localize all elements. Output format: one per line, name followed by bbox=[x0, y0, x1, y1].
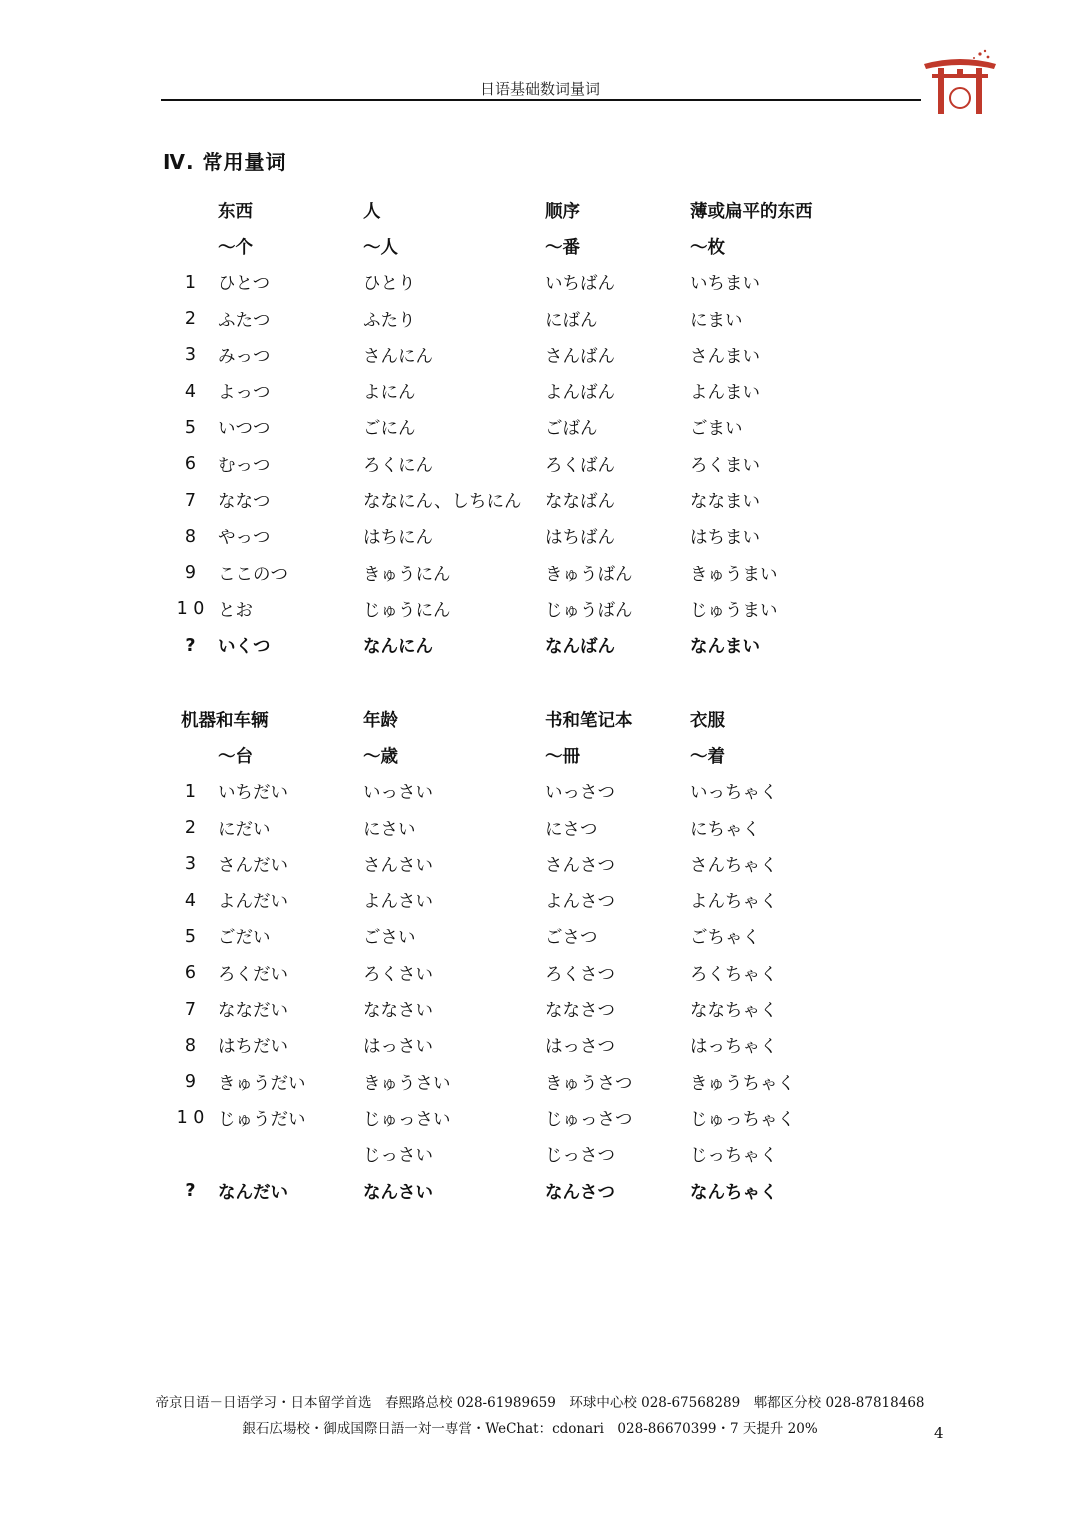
table-row bbox=[163, 555, 890, 591]
reading-cell: さんさい bbox=[363, 855, 433, 876]
reading-cell: はっさい bbox=[363, 1037, 433, 1058]
reading-cell: きゅうばん bbox=[545, 564, 633, 585]
reading-cell: ろくだい bbox=[218, 964, 288, 985]
question-reading: なんばん bbox=[545, 637, 615, 658]
reading-cell: はっさつ bbox=[545, 1037, 615, 1058]
counter-suffix: ～个 bbox=[218, 237, 253, 258]
reading-cell: じゅっちゃく bbox=[690, 1109, 795, 1130]
category-label: 东西 bbox=[218, 201, 253, 222]
row-number: 9 bbox=[184, 1072, 197, 1093]
reading-cell: ろくちゃく bbox=[690, 964, 778, 985]
reading-cell bbox=[218, 1137, 363, 1173]
table-row bbox=[163, 410, 890, 446]
table-row bbox=[163, 1028, 890, 1064]
reading-cell: じっさい bbox=[363, 1146, 433, 1167]
row-number: 5 bbox=[184, 417, 197, 438]
reading-cell: ごちゃく bbox=[690, 928, 760, 949]
reading-cell: ひとり bbox=[363, 274, 416, 295]
reading-cell: はちにん bbox=[363, 528, 433, 549]
category-row bbox=[163, 701, 890, 737]
category-label: 机器和车辆 bbox=[181, 710, 269, 731]
question-reading: いくつ bbox=[218, 637, 271, 658]
row-number: 5 bbox=[184, 926, 197, 947]
reading-cell: いっさつ bbox=[545, 783, 615, 804]
table-row bbox=[163, 774, 890, 810]
reading-cell: はちだい bbox=[218, 1037, 288, 1058]
reading-cell: ろくさつ bbox=[545, 964, 615, 985]
table-row bbox=[163, 265, 890, 301]
row-number: 1 0 bbox=[176, 1108, 205, 1129]
reading-cell: いっさい bbox=[363, 783, 433, 804]
table-row bbox=[163, 1064, 890, 1100]
reading-cell: さんまい bbox=[690, 346, 760, 367]
reading-cell: ごにん bbox=[363, 419, 416, 440]
section-title: Ⅳ. 常用量词 bbox=[163, 150, 287, 174]
table-row bbox=[163, 882, 890, 918]
row-number: 2 bbox=[184, 818, 197, 839]
reading-cell: いちばん bbox=[545, 274, 615, 295]
table-row bbox=[163, 955, 890, 991]
reading-cell: いつつ bbox=[218, 419, 271, 440]
reading-cell: やっつ bbox=[218, 528, 271, 549]
question-reading: なんにん bbox=[363, 637, 433, 658]
category-row bbox=[163, 192, 890, 228]
category-label: 人 bbox=[363, 201, 381, 222]
question-row bbox=[163, 628, 890, 664]
row-number: 2 bbox=[184, 309, 197, 330]
reading-cell: ごさつ bbox=[545, 928, 598, 949]
reading-cell: じっちゃく bbox=[690, 1146, 778, 1167]
reading-cell: さんちゃく bbox=[690, 855, 778, 876]
reading-cell: にさい bbox=[363, 819, 416, 840]
counter-table-2 bbox=[163, 701, 890, 1209]
reading-cell: きゅうにん bbox=[363, 564, 451, 585]
header-divider bbox=[161, 99, 921, 101]
footer-contact-line: 銀石広場校・御成国際日語一対一専営・WeChat：cdonari 028-86670399・7 天提升 20% bbox=[242, 1421, 818, 1437]
reading-cell: ななさい bbox=[363, 1001, 433, 1022]
category-label: 年龄 bbox=[363, 710, 398, 731]
question-reading: なんちゃく bbox=[690, 1182, 778, 1203]
counter-suffix: ～枚 bbox=[690, 237, 725, 258]
reading-cell: よっつ bbox=[218, 383, 271, 404]
counter-suffix: ～冊 bbox=[545, 746, 580, 767]
counter-suffix: ～番 bbox=[545, 237, 580, 258]
row-number: 8 bbox=[184, 526, 197, 547]
reading-cell: きゅうまい bbox=[690, 564, 778, 585]
table-row bbox=[163, 1137, 890, 1173]
table-row bbox=[163, 846, 890, 882]
reading-cell: にさつ bbox=[545, 819, 598, 840]
reading-cell: ふたつ bbox=[218, 310, 271, 331]
row-number: 4 bbox=[184, 381, 197, 402]
row-number: 1 bbox=[184, 781, 197, 802]
reading-cell: ななばん bbox=[545, 492, 615, 513]
reading-cell: ななだい bbox=[218, 1001, 288, 1022]
footer-contact-line: 帝京日语－日语学习・日本留学首选 春熙路总校 028-61989659 环球中心校 028-67568289 郫都区分校 028-87818468 bbox=[155, 1395, 925, 1411]
table-row bbox=[163, 446, 890, 482]
question-reading: なんだい bbox=[218, 1182, 288, 1203]
reading-cell: いちまい bbox=[690, 274, 760, 295]
reading-cell: ろくさい bbox=[363, 964, 433, 985]
table-row bbox=[163, 373, 890, 409]
reading-cell: ななさつ bbox=[545, 1001, 615, 1022]
reading-cell: じっさつ bbox=[545, 1146, 615, 1167]
reading-cell: ななちゃく bbox=[690, 1001, 778, 1022]
row-number: 1 0 bbox=[176, 599, 205, 620]
category-label: 薄或扁平的东西 bbox=[690, 201, 813, 222]
category-label: 衣服 bbox=[690, 710, 725, 731]
question-reading: なんさい bbox=[363, 1182, 433, 1203]
category-label: 顺序 bbox=[545, 201, 580, 222]
reading-cell: よんばん bbox=[545, 383, 615, 404]
counter-suffix: ～歳 bbox=[363, 746, 398, 767]
reading-cell: ここのつ bbox=[218, 564, 288, 585]
reading-cell: じゅうばん bbox=[545, 600, 633, 621]
table-row bbox=[163, 482, 890, 518]
counter-table-1 bbox=[163, 192, 890, 664]
reading-cell: よんさつ bbox=[545, 892, 615, 913]
table-row bbox=[163, 810, 890, 846]
reading-cell: ごまい bbox=[690, 419, 743, 440]
row-number: 8 bbox=[184, 1035, 197, 1056]
suffix-row bbox=[163, 737, 890, 773]
row-number: 6 bbox=[184, 963, 197, 984]
row-number: 7 bbox=[184, 490, 197, 511]
row-number: 4 bbox=[184, 890, 197, 911]
reading-cell: にちゃく bbox=[690, 819, 760, 840]
counter-suffix: ～台 bbox=[218, 746, 253, 767]
reading-cell: ろくばん bbox=[545, 455, 615, 476]
table-row bbox=[163, 1100, 890, 1136]
reading-cell: みっつ bbox=[218, 346, 271, 367]
table-row bbox=[163, 337, 890, 373]
reading-cell: ろくまい bbox=[690, 455, 760, 476]
reading-cell: ふたり bbox=[363, 310, 416, 331]
reading-cell: きゅうちゃく bbox=[690, 1073, 795, 1094]
table-row bbox=[163, 991, 890, 1027]
reading-cell: きゅうさつ bbox=[545, 1073, 633, 1094]
reading-cell: さんさつ bbox=[545, 855, 615, 876]
reading-cell: さんばん bbox=[545, 346, 615, 367]
reading-cell: よんまい bbox=[690, 383, 760, 404]
reading-cell: きゅうさい bbox=[363, 1073, 451, 1094]
reading-cell: じゅうにん bbox=[363, 600, 451, 621]
table-row bbox=[163, 519, 890, 555]
reading-cell: さんにん bbox=[363, 346, 433, 367]
reading-cell: ななまい bbox=[690, 492, 760, 513]
header-title: 日语基础数词量词 bbox=[479, 80, 600, 98]
category-label: 书和笔记本 bbox=[545, 710, 633, 731]
reading-cell: はちばん bbox=[545, 528, 615, 549]
reading-cell: よにん bbox=[363, 383, 416, 404]
reading-cell: ごだい bbox=[218, 928, 271, 949]
reading-cell: とお bbox=[218, 600, 253, 621]
reading-cell: じゅうまい bbox=[690, 600, 778, 621]
reading-cell: じゅっさい bbox=[363, 1109, 451, 1130]
reading-cell: ななつ bbox=[218, 492, 271, 513]
reading-cell: ひとつ bbox=[218, 274, 271, 295]
reading-cell: ななにん、しちにん bbox=[363, 492, 522, 513]
reading-cell: はちまい bbox=[690, 528, 760, 549]
reading-cell: にまい bbox=[690, 310, 743, 331]
reading-cell: じゅうだい bbox=[218, 1109, 306, 1130]
reading-cell: にだい bbox=[218, 819, 271, 840]
page-number: 4 bbox=[934, 1424, 944, 1442]
reading-cell: きゅうだい bbox=[218, 1073, 306, 1094]
table-row bbox=[163, 591, 890, 627]
reading-cell: さんだい bbox=[218, 855, 288, 876]
row-number: 7 bbox=[184, 999, 197, 1020]
question-reading: なんまい bbox=[690, 637, 760, 658]
suffix-row bbox=[163, 228, 890, 264]
reading-cell: ごさい bbox=[363, 928, 416, 949]
row-number bbox=[163, 1137, 218, 1173]
table-row bbox=[163, 301, 890, 337]
reading-cell: はっちゃく bbox=[690, 1037, 778, 1058]
reading-cell: ごばん bbox=[545, 419, 598, 440]
row-number: 1 bbox=[184, 272, 197, 293]
reading-cell: にばん bbox=[545, 310, 598, 331]
row-number: 9 bbox=[184, 563, 197, 584]
counter-suffix: ～人 bbox=[363, 237, 398, 258]
table-row bbox=[163, 919, 890, 955]
question-row bbox=[163, 1173, 890, 1209]
reading-cell: よんさい bbox=[363, 892, 433, 913]
torii-gate-icon bbox=[918, 48, 1002, 116]
row-number: 6 bbox=[184, 454, 197, 475]
reading-cell: よんだい bbox=[218, 892, 288, 913]
reading-cell: ろくにん bbox=[363, 455, 433, 476]
reading-cell: いっちゃく bbox=[690, 783, 778, 804]
reading-cell: むっつ bbox=[218, 455, 271, 476]
reading-cell: いちだい bbox=[218, 783, 288, 804]
question-reading: なんさつ bbox=[545, 1182, 615, 1203]
counter-suffix: ～着 bbox=[690, 746, 725, 767]
question-mark: ? bbox=[185, 635, 196, 656]
question-mark: ? bbox=[185, 1181, 196, 1201]
reading-cell: じゅっさつ bbox=[545, 1109, 633, 1130]
reading-cell: よんちゃく bbox=[690, 892, 778, 913]
row-number: 3 bbox=[184, 854, 197, 875]
row-number: 3 bbox=[184, 345, 197, 366]
